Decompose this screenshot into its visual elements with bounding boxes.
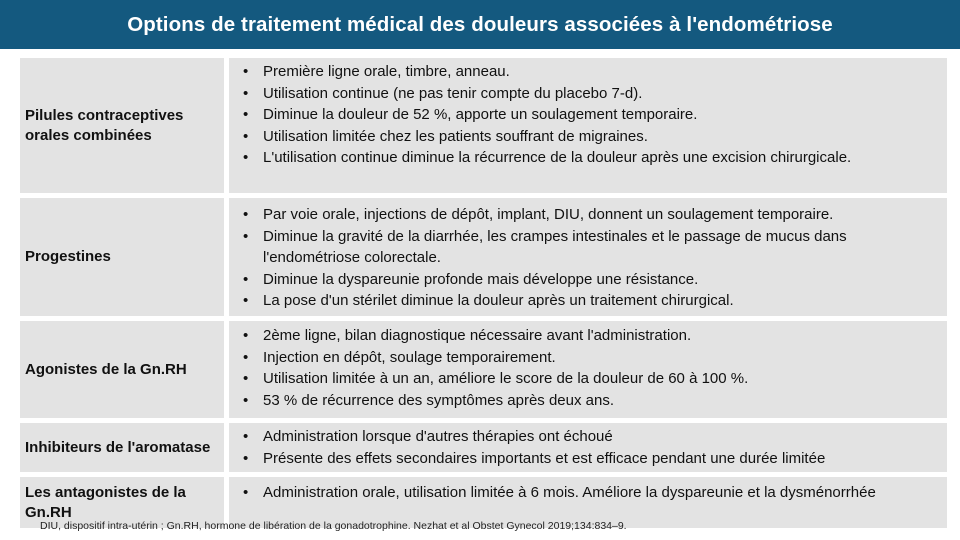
table-row-agonistes [20, 321, 947, 418]
list-item: • Administration lorsque d'autres thérapies ont échoué [229, 426, 943, 448]
list-item: • Présente des effets secondaires importants et est efficace pendant une durée limitée [229, 448, 943, 470]
list-item: • 53 % de récurrence des symptômes après deux ans. [229, 390, 943, 412]
table-row-progestines [20, 198, 947, 316]
page-title: Options de traitement médical des douleurs associées à l'endométriose [127, 12, 833, 36]
list-item: • Administration orale, utilisation limitée à 6 mois. Améliore la dyspareunie et la dysménorrhée [229, 482, 943, 504]
list-item: • Injection en dépôt, soulage temporairement. [229, 347, 943, 369]
list-item: • Première ligne orale, timbre, anneau. [229, 61, 943, 83]
row-label: Pilules contraceptives orales combinées [25, 106, 184, 144]
row-label: Les antagonistes de la Gn.RH [25, 483, 186, 521]
table-row-inhibiteurs [20, 423, 947, 472]
title-bar [0, 0, 960, 49]
list-item: • Diminue la douleur de 52 %, apporte un soulagement temporaire. [229, 104, 943, 126]
list-item: • Utilisation continue (ne pas tenir compte du placebo 7-d). [229, 83, 943, 105]
bullet-list [229, 204, 943, 312]
table-row-pilules [20, 58, 947, 193]
footnote: DIU, dispositif intra-utérin ; Gn.RH, hormone de libération de la gonadotrophine. Nezhat et al Obstet Gynecol 2019;134:834–9. [40, 520, 627, 532]
bullet-list [229, 482, 943, 504]
row-label: Progestines [25, 248, 111, 265]
bullet-list [229, 426, 943, 469]
bullet-list [229, 61, 943, 169]
list-item: • Par voie orale, injections de dépôt, implant, DIU, donnent un soulagement temporaire. [229, 204, 943, 226]
row-label: Inhibiteurs de l'aromatase [25, 438, 211, 456]
list-item: • Utilisation limitée chez les patients souffrant de migraines. [229, 126, 943, 148]
row-content [224, 321, 947, 418]
row-label: Agonistes de la Gn.RH [25, 360, 187, 378]
row-content [224, 58, 947, 193]
list-item: • La pose d'un stérilet diminue la douleur après un traitement chirurgical. [229, 290, 943, 312]
bullet-list [229, 325, 943, 411]
list-item: • Diminue la dyspareunie profonde mais développe une résistance. [229, 269, 943, 291]
list-item: • Diminue la gravité de la diarrhée, les crampes intestinales et le passage de mucus dans l'endométriose colorectale. [229, 226, 943, 269]
list-item: • L'utilisation continue diminue la récurrence de la douleur après une excision chirurgicale. [229, 147, 943, 169]
row-content [224, 198, 947, 316]
row-content [224, 423, 947, 472]
list-item: • 2ème ligne, bilan diagnostique nécessaire avant l'administration. [229, 325, 943, 347]
list-item: • Utilisation limitée à un an, améliore le score de la douleur de 60 à 100 %. [229, 368, 943, 390]
treatment-table [20, 58, 947, 533]
